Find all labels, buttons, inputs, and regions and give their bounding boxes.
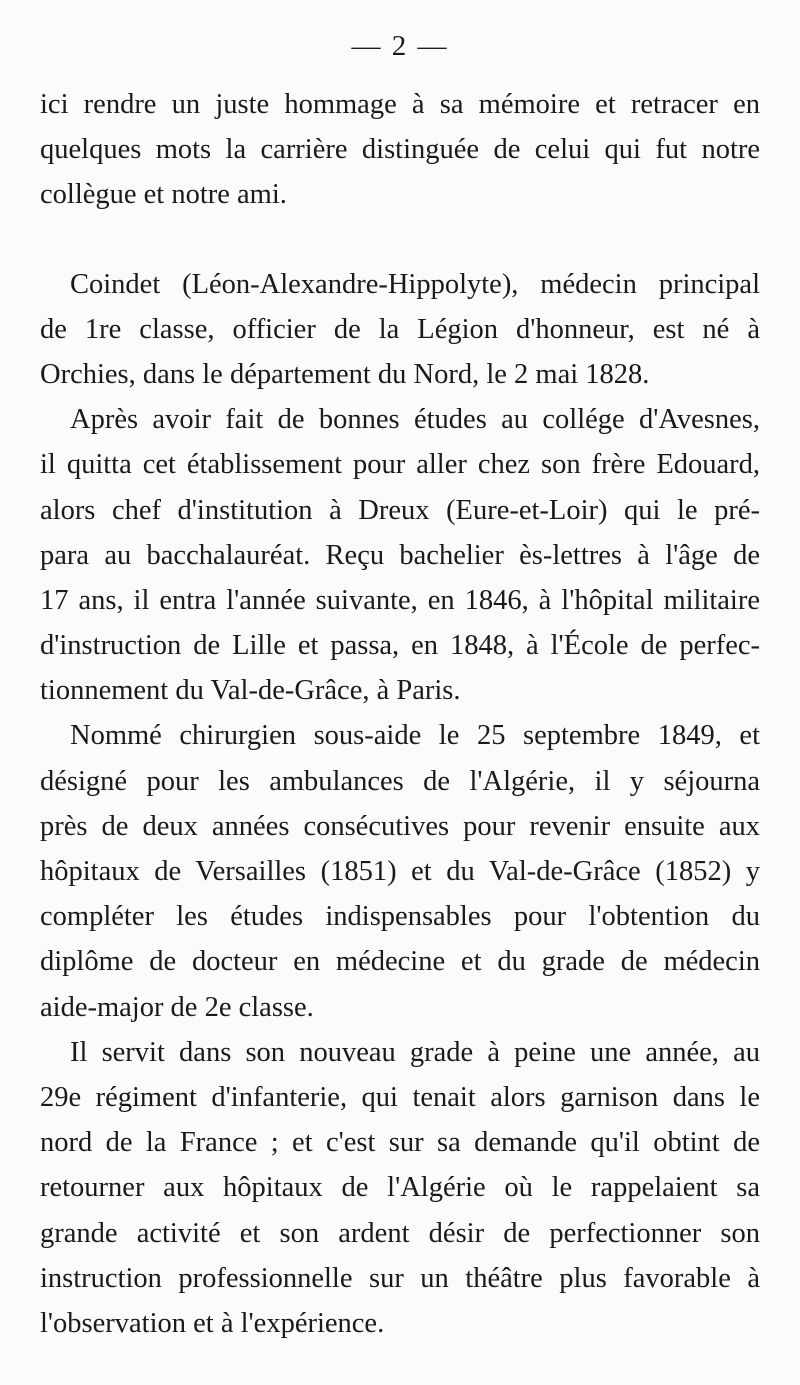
text-line: nord de la France ; et c'est sur sa demande qu'il obtint de bbox=[40, 1127, 760, 1159]
text-line: hôpitaux de Versailles (1851) et du Val-de-Grâce (1852) y bbox=[40, 856, 760, 887]
text-line: quelques mots la carrière distinguée de celui qui fut notre bbox=[40, 134, 760, 166]
paragraph-3 bbox=[40, 397, 760, 713]
text-line: Nommé chirurgien sous-aide le 25 septembre 1849, et bbox=[70, 720, 760, 752]
text-line: para au bacchalauréat. Reçu bachelier ès-lettres à l'âge de bbox=[40, 539, 760, 571]
paragraph-4 bbox=[40, 713, 760, 1029]
text-line: alors chef d'institution à Dreux (Eure-et-Loir) qui le pré- bbox=[40, 494, 760, 526]
text-line: il quitta cet établissement pour aller chez son frère Edouard, bbox=[40, 449, 760, 481]
text-line: Il servit dans son nouveau grade à peine une année, au bbox=[70, 1036, 760, 1068]
text-line: désigné pour les ambulances de l'Algérie, il y séjourna bbox=[40, 765, 760, 797]
text-line: Après avoir fait de bonnes études au collége d'Avesnes, bbox=[70, 404, 760, 436]
body-text bbox=[40, 82, 760, 1346]
text-line: près de deux années consécutives pour revenir ensuite aux bbox=[40, 810, 760, 842]
paragraph-1 bbox=[40, 82, 760, 218]
text-line: Coindet (Léon-Alexandre-Hippolyte), médecin principal bbox=[70, 268, 760, 300]
text-line: diplôme de docteur en médecine et du grade de médecin bbox=[40, 946, 760, 978]
text-line: de 1re classe, officier de la Légion d'honneur, est né à bbox=[40, 313, 760, 345]
text-line: retourner aux hôpitaux de l'Algérie où le rappelaient sa bbox=[40, 1172, 760, 1204]
text-line: grande activité et son ardent désir de perfectionner son bbox=[40, 1217, 760, 1249]
text-line: aide-major de 2e classe. bbox=[40, 991, 314, 1023]
text-line: d'instruction de Lille et passa, en 1848, à l'École de perfec- bbox=[40, 630, 760, 662]
page-number: — 2 — bbox=[351, 30, 449, 62]
text-line: ici rendre un juste hommage à sa mémoire et retracer en bbox=[40, 89, 760, 120]
paragraph-5 bbox=[40, 1030, 760, 1346]
text-line: instruction professionnelle sur un théâtre plus favorable à bbox=[40, 1262, 760, 1294]
paragraph-2 bbox=[40, 262, 760, 398]
text-line: tionnement du Val-de-Grâce, à Paris. bbox=[40, 675, 461, 707]
text-line: 17 ans, il entra l'année suivante, en 1846, à l'hôpital militaire bbox=[40, 584, 760, 616]
text-line: l'observation et à l'expérience. bbox=[40, 1307, 385, 1339]
text-line: collègue et notre ami. bbox=[40, 179, 287, 211]
paragraph-gap bbox=[40, 218, 760, 262]
text-line: compléter les études indispensables pour l'obtention du bbox=[40, 901, 760, 933]
text-line: 29e régiment d'infanterie, qui tenait alors garnison dans le bbox=[40, 1081, 760, 1113]
text-line: Orchies, dans le département du Nord, le 2 mai 1828. bbox=[40, 358, 650, 390]
